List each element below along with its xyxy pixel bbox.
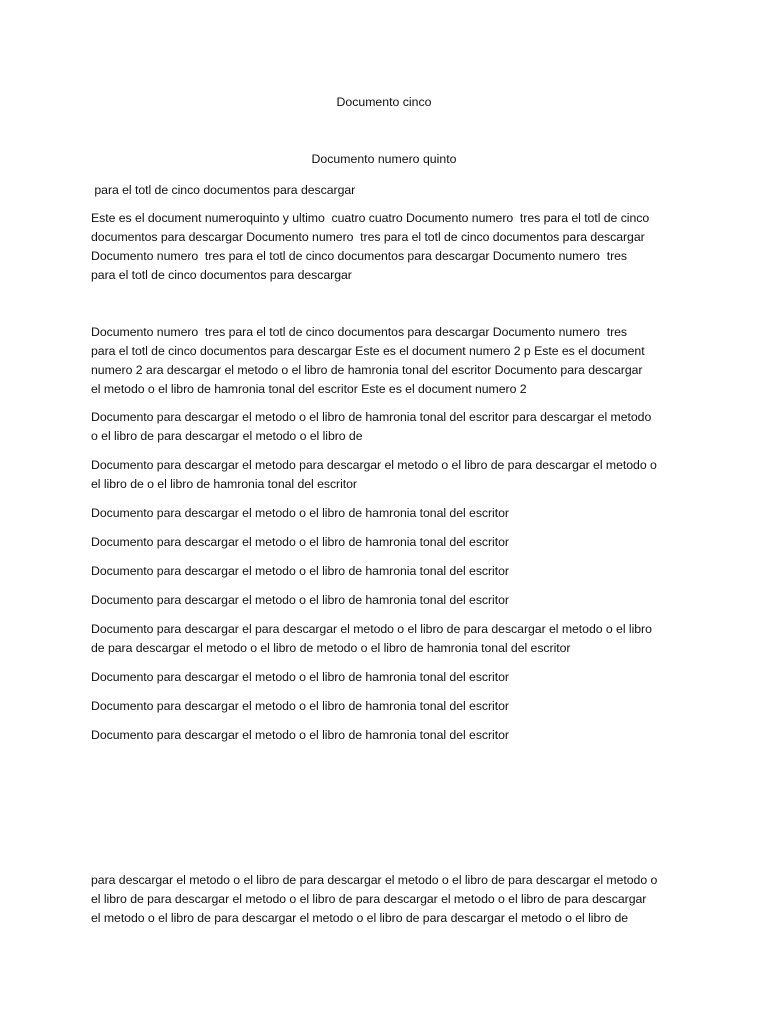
paragraph-line: el metodo o el libro de para descargar el metodo o el libro de para descargar el metodo o el libro de	[91, 911, 629, 925]
paragraph-line: Documento para descargar el metodo o el libro de hamronia tonal del escritor	[91, 728, 509, 742]
paragraph-line: Documento para descargar el metodo o el libro de hamronia tonal del escritor	[91, 670, 509, 684]
paragraph-line: Documento para descargar el metodo o el libro de hamronia tonal del escritor	[91, 506, 509, 520]
paragraph-line: Este es el document numeroquinto y ultimo cuatro cuatro Documento numero tres para el totl de cinco	[91, 211, 650, 225]
paragraph-line: Documento para descargar el metodo o el libro de hamronia tonal del escritor	[91, 699, 509, 713]
paragraph-line: Documento para descargar el metodo para descargar el metodo o el libro de para descargar el metodo o	[91, 458, 657, 472]
paragraph-line: Documento para descargar el metodo o el libro de hamronia tonal del escritor	[91, 593, 509, 607]
paragraph-line: Documento numero tres para el totl de cinco documentos para descargar Documento numero tres	[91, 249, 628, 263]
paragraph-line: para el totl de cinco documentos para descargar	[91, 183, 356, 197]
document-title: Documento cinco	[336, 95, 432, 109]
paragraph-line: numero 2 ara descargar el metodo o el libro de hamronia tonal del escritor Documento para descargar	[91, 363, 643, 377]
paragraph-line: para descargar el metodo o el libro de para descargar el metodo o el libro de para descargar el metodo o	[91, 873, 658, 887]
paragraph-line: Documento para descargar el metodo o el libro de hamronia tonal del escritor	[91, 564, 509, 578]
paragraph-line: Documento para descargar el metodo o el libro de hamronia tonal del escritor para descargar el metodo	[91, 410, 652, 424]
paragraph-line: de para descargar el metodo o el libro de metodo o el libro de hamronia tonal del escritor	[91, 641, 571, 655]
paragraph-line: el metodo o el libro de hamronia tonal del escritor Este es el document numero 2	[91, 382, 527, 396]
paragraph-line: el libro de para descargar el metodo o el libro de para descargar el metodo o el libro de para descargar	[91, 892, 647, 906]
paragraph-line: Documento para descargar el para descargar el metodo o el libro de para descargar el metodo o el libro	[91, 622, 652, 636]
document-subtitle: Documento numero quinto	[311, 152, 457, 166]
paragraph-line: documentos para descargar Documento numero tres para el totl de cinco documentos para descargar	[91, 230, 645, 244]
paragraph-line: o el libro de para descargar el metodo o el libro de	[91, 429, 363, 443]
paragraph-line: para el totl de cinco documentos para descargar Este es el document numero 2 p Este es el document	[91, 344, 645, 358]
paragraph-line: Documento numero tres para el totl de cinco documentos para descargar Documento numero tres	[91, 325, 628, 339]
paragraph-line: para el totl de cinco documentos para descargar	[91, 268, 352, 282]
paragraph-line: el libro de o el libro de hamronia tonal del escritor	[91, 477, 357, 491]
paragraph-line: Documento para descargar el metodo o el libro de hamronia tonal del escritor	[91, 535, 509, 549]
